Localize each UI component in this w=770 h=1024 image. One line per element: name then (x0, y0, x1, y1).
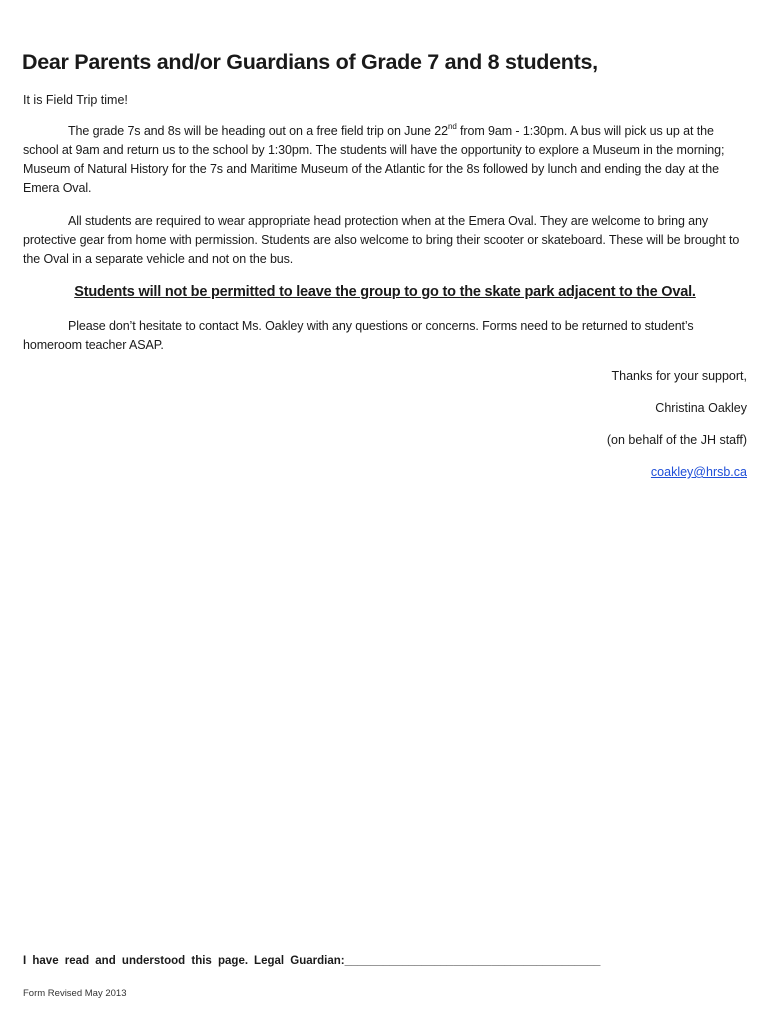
intro-text: It is Field Trip time! (23, 93, 128, 107)
form-revision-note: Form Revised May 2013 (23, 988, 127, 999)
paragraph-trip-details (23, 122, 745, 198)
paragraph-contact (23, 317, 745, 355)
signoff-name: Christina Oakley (655, 401, 747, 415)
email-link[interactable]: coakley@hrsb.ca (650, 465, 747, 479)
acknowledgement-text: I have read and understood this page. (23, 955, 249, 967)
contact-text: Please don’t hesitate to contact Ms. Oakley with any questions or concerns. Forms need to be returned to student’s homeroom teacher ASAP. (23, 319, 694, 352)
safety-text: All students are required to wear appropriate head protection when at the Emera Oval. They are welcome to bring any protective gear from home with permission. Students are also welcome to bring their scooter or skateboard. These will be brought to the Oval in a separate vehicle and not on the bus. (23, 214, 740, 266)
letter-title: Dear Parents and/or Guardians of Grade 7 and 8 students, (22, 50, 598, 74)
warning-notice: Students will not be permitted to leave the group to go to the skate park adjacent to the Oval. (74, 284, 696, 300)
trip-details-text-start: The grade 7s and 8s will be heading out on a free field trip on June 22 (68, 124, 448, 138)
paragraph-safety (23, 212, 745, 269)
signoff-role: (on behalf of the JH staff) (606, 433, 747, 447)
acknowledgement-line (23, 955, 600, 967)
trip-details-text-end: from 9am - 1:30pm. A bus will pick us up at the school at 9am and return us to the school by 1:30pm. The students will have the opportunity to explore a Museum in the morning; Museum of Natural History for the 7s and Maritime Museum of the Atlantic for the 8s followed by lunch and ending the day at the Emera Oval. (23, 124, 725, 195)
signoff-thanks: Thanks for your support, (611, 369, 747, 383)
guardian-signature-field[interactable]: Legal Guardian:________________________________________ (254, 955, 601, 967)
date-suffix: nd (447, 122, 457, 131)
